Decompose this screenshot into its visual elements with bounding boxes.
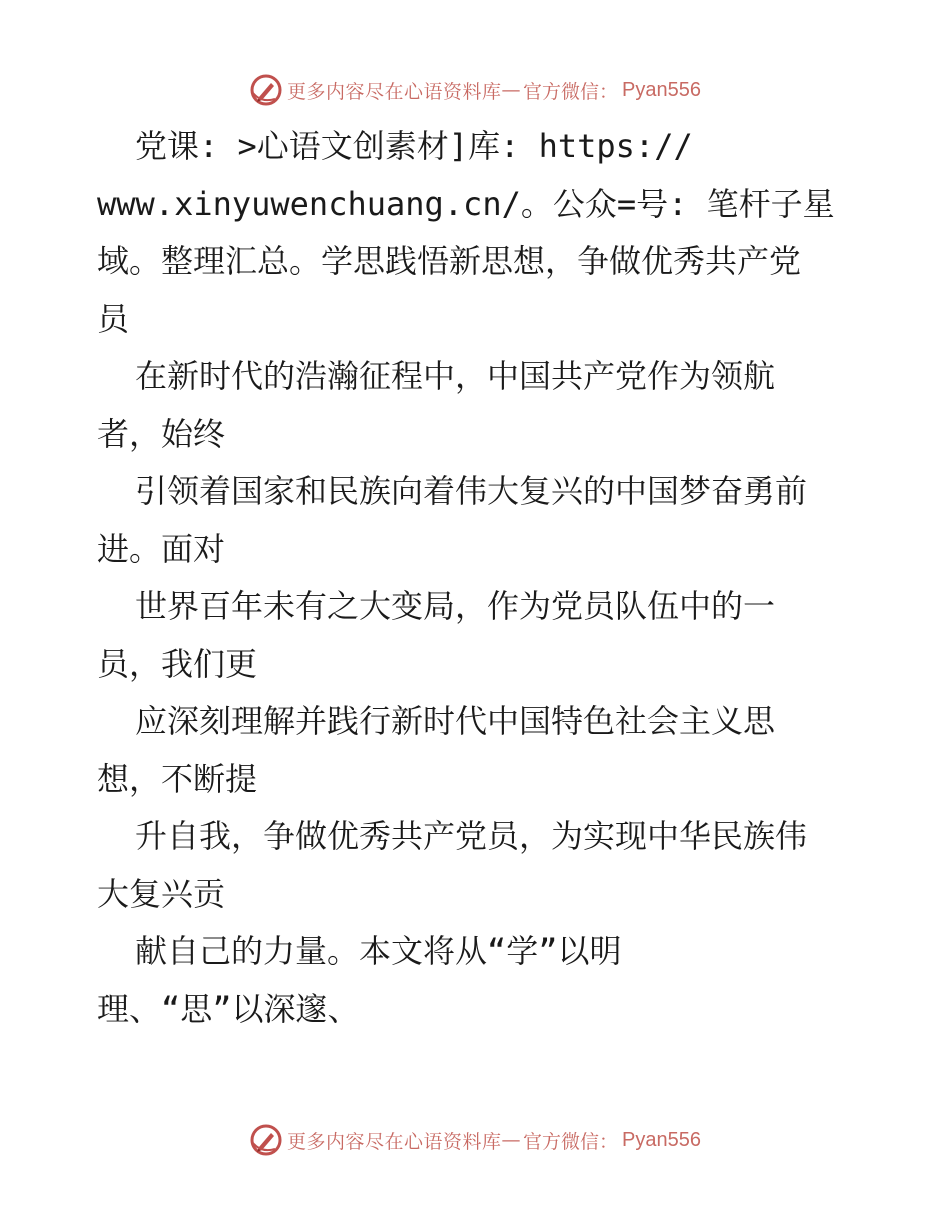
footer-wechat-id: Pyan556 [622, 1128, 701, 1151]
body-line: 升自我，争做优秀共产党员，为实现中华民族伟 [135, 817, 808, 855]
body-line: 域。整理汇总。学思践悟新思想，争做优秀共产党 [97, 242, 802, 280]
header-separator: — [501, 79, 522, 101]
body-text [97, 118, 857, 1038]
header-wechat-id: Pyan556 [622, 78, 701, 101]
body-line: 员 [97, 299, 130, 338]
header-banner-text: 更多内容尽在心语资料库 [287, 80, 502, 103]
body-line: 在新时代的浩瀚征程中，中国共产党作为领航 [135, 357, 776, 395]
footer-wechat-label: 官方微信： [523, 1130, 619, 1153]
body-line: 理、“思”以深邃、 [97, 989, 360, 1028]
body-line: www.xinyuwenchuang.cn/。公众=号: 笔杆子星 [97, 184, 835, 223]
body-line: 想，不断提 [97, 759, 258, 798]
footer-banner [0, 1120, 950, 1160]
body-line: 献自己的力量。本文将从“学”以明 [135, 932, 622, 970]
body-line: 世界百年未有之大变局，作为党员队伍中的一 [135, 587, 776, 625]
pen-logo-icon [249, 1123, 283, 1157]
body-line: 党课: >心语文创素材]库: https:// [135, 127, 693, 165]
header-banner [0, 70, 950, 110]
body-line: 进。面对 [97, 529, 226, 568]
header-wechat-label: 官方微信： [523, 80, 619, 103]
body-line: 应深刻理解并践行新时代中国特色社会主义思 [135, 702, 776, 740]
body-line: 者，始终 [97, 414, 226, 453]
body-line: 引领着国家和民族向着伟大复兴的中国梦奋勇前 [135, 472, 808, 510]
footer-separator: — [501, 1129, 522, 1151]
footer-banner-text: 更多内容尽在心语资料库 [287, 1130, 502, 1153]
body-line: 大复兴贡 [97, 874, 226, 913]
body-line: 员，我们更 [97, 644, 258, 683]
pen-logo-icon [249, 73, 283, 107]
